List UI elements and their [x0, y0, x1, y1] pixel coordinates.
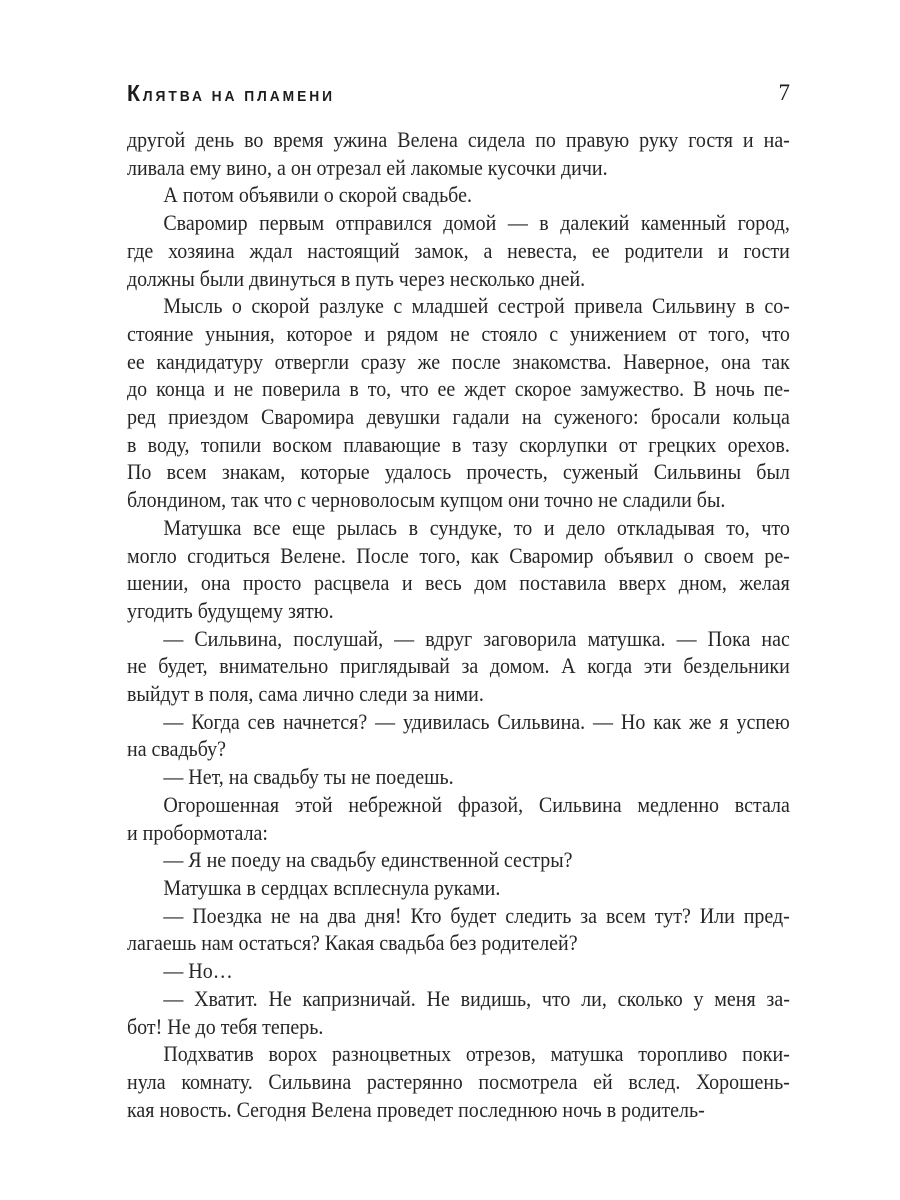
text-line: стояние уныния, которое и рядом не стояло с унижением от того, что: [127, 320, 790, 346]
paragraph: [127, 957, 790, 985]
paragraph: [127, 181, 790, 209]
paragraph: [127, 874, 790, 902]
text-line: в воду, топили воском плавающие в тазу скорлупки от грецких орехов.: [127, 431, 790, 457]
text-line: не будет, внимательно приглядывай за домом. А когда эти бездельники: [127, 653, 790, 679]
text-line: ред приездом Сваромира девушки гадали на суженого: бросали кольца: [127, 404, 790, 430]
text-line: угодить будущему зятю.: [127, 597, 334, 623]
paragraph: [127, 763, 790, 791]
text-line: Подхватив ворох разноцветных отрезов, матушка торопливо поки-: [163, 1041, 790, 1067]
text-line: ее кандидатуру отвергли сразу же после знакомства. Наверное, она так: [127, 348, 790, 374]
page-number: 7: [778, 80, 790, 105]
text-line: выйдут в поля, сама лично следи за ними.: [127, 681, 484, 707]
paragraph: [127, 625, 790, 708]
page-header: [127, 80, 790, 110]
paragraph: [127, 292, 790, 514]
paragraph: [127, 791, 790, 846]
text-line: блондином, так что с черноволосым купцом они точно не сладили бы.: [127, 487, 726, 513]
text-line: — Но…: [163, 958, 233, 984]
text-line: бот! Не до тебя теперь.: [127, 1013, 324, 1039]
text-line: до конца и не поверила в то, что ее ждет скорое замужество. В ночь пе-: [127, 376, 790, 402]
text-line: Матушка все еще рылась в сундуке, то и дело откладывая то, что: [163, 514, 790, 540]
text-line: — Хватит. Не капризничай. Не видишь, что ли, сколько у меня за-: [163, 985, 790, 1011]
text-line: Сваромир первым отправился домой — в далекий каменный город,: [163, 210, 790, 236]
text-line: и пробормотала:: [127, 819, 268, 845]
text-line: — Я не поеду на свадьбу единственной сестры?: [163, 847, 573, 873]
paragraph: [127, 209, 790, 292]
text-line: Огорошенная этой небрежной фразой, Сильвина медленно встала: [163, 791, 790, 817]
text-line: По всем знакам, которые удалось прочесть, суженый Сильвины был: [127, 459, 790, 485]
running-title: КЛЯТВА НА ПЛАМЕНИ: [127, 80, 336, 106]
paragraph: [127, 1040, 790, 1123]
text-line: — Поездка не на два дня! Кто будет следить за всем тут? Или пред-: [163, 902, 790, 928]
text-block: [127, 126, 790, 1123]
text-line: могло сгодиться Велене. После того, как Сваромир объявил о своем ре-: [127, 542, 790, 568]
paragraph: [127, 126, 790, 181]
text-line: ливала ему вино, а он отрезал ей лакомые кусочки дичи.: [127, 154, 608, 180]
paragraph: [127, 846, 790, 874]
paragraph: [127, 514, 790, 625]
paragraph: [127, 985, 790, 1040]
text-line: кая новость. Сегодня Велена проведет последнюю ночь в родитель-: [127, 1096, 705, 1122]
text-line: — Когда сев начнется? — удивилась Сильвина. — Но как же я успею: [163, 708, 790, 734]
text-line: где хозяина ждал настоящий замок, а невеста, ее родители и гости: [127, 237, 790, 263]
text-line: на свадьбу?: [127, 736, 226, 762]
text-line: — Нет, на свадьбу ты не поедешь.: [163, 764, 454, 790]
text-line: А потом объявили о скорой свадьбе.: [163, 182, 472, 208]
text-line: лагаешь нам остаться? Какая свадьба без родителей?: [127, 930, 578, 956]
text-line: другой день во время ужина Велена сидела по правую руку гостя и на-: [127, 127, 790, 152]
text-line: должны были двинуться в путь через несколько дней.: [127, 265, 586, 291]
text-line: шении, она просто расцвела и весь дом поставила вверх дном, желая: [127, 570, 790, 596]
paragraph: [127, 708, 790, 763]
text-line: нула комнату. Сильвина растерянно посмотрела ей вслед. Хорошень-: [127, 1068, 790, 1094]
text-line: Мысль о скорой разлуке с младшей сестрой привела Сильвину в со-: [163, 293, 790, 319]
text-line: Матушка в сердцах всплеснула руками.: [163, 874, 501, 900]
paragraph: [127, 902, 790, 957]
text-line: — Сильвина, послушай, — вдруг заговорила матушка. — Пока нас: [163, 625, 790, 651]
